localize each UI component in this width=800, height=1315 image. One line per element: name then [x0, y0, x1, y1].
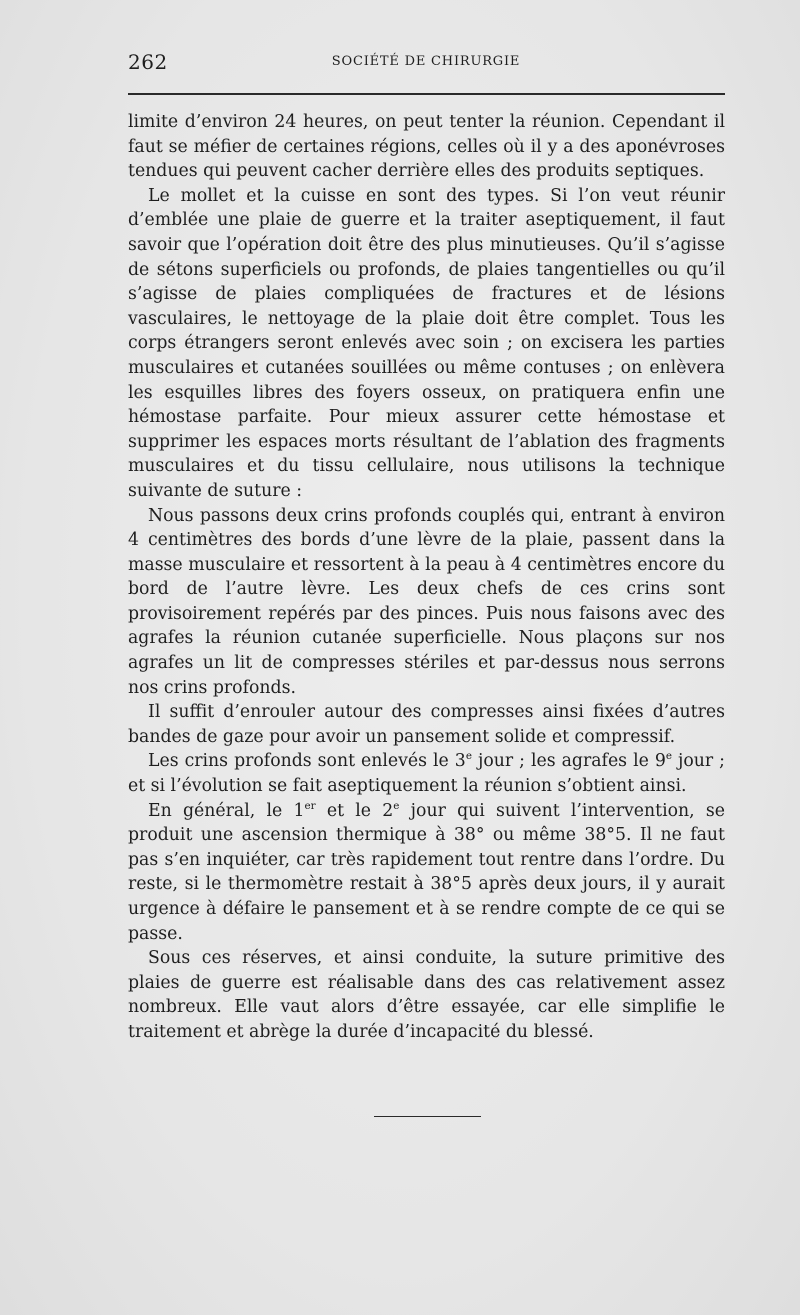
superscript: er	[304, 799, 316, 812]
text-run: Les crins profonds sont enlevés le 3	[148, 751, 466, 772]
running-title: SOCIÉTÉ DE CHIRURGIE	[331, 54, 521, 69]
paragraph-p6	[128, 799, 725, 947]
text-run: Sous ces réserves, et ainsi conduite, la suture primitive des plaies de guerre est réalisable dans des cas relativement assez nombreux. Elle vaut alors d’être essayée, car elle simplifie le traitement et abrège la durée d’incapacité du blessé.	[128, 948, 725, 1042]
paragraph-p2	[128, 184, 725, 504]
paragraph-p3	[128, 504, 725, 701]
text-run: et le 2	[315, 800, 394, 821]
text-run: En général, le 1	[148, 800, 305, 821]
superscript: e	[465, 750, 472, 763]
text-run: limite d’environ 24 heures, on peut tenter la réunion. Cependant il faut se méfier de certaines régions, celles où il y a des aponévroses tendues qui peuvent cacher derrière elles des produits septiques.	[128, 112, 725, 182]
text-run: Le mollet et la cuisse en sont des types. Si l’on veut réunir d’emblée une plaie de guerre et la traiter aseptiquement, il faut savoir que l’opération doit être des plus minutieuses. Qu’il s’agisse de sétons superficiels ou profonds, de plaies tangentielles ou qu’il s’agisse de plaies compliquées de fractures et de lésions vasculaires, le nettoyage de la plaie doit être complet. Tous les corps étrangers seront enlevés avec soin ; on excisera les parties musculaires et cutanées souillées ou même contuses ; on enlèvera les esquilles libres des foyers osseux, on pratiquera enfin une hémostase parfaite. Pour mieux assurer cette hémostase et supprimer les espaces morts résultant de l’ablation des fragments musculaires et du tissu cellulaire, nous utilisons la technique suivante de suture :	[128, 185, 725, 501]
superscript: e	[393, 799, 400, 812]
superscript: e	[665, 750, 672, 763]
text-run: jour qui suivent l’intervention, se produit une ascension thermique à 38° ou même 38°5. Il ne faut pas s’en inquiéter, car très rapidement tout rentre dans l’ordre. Du reste, si le thermomètre restait à 38°5 après deux jours, il y aurait urgence à défaire le pansement et à se rendre compte de ce qui se passe.	[128, 800, 725, 944]
header-rule	[128, 93, 725, 95]
body-text	[128, 110, 725, 1045]
paragraph-p1	[128, 110, 725, 184]
paragraph-p4	[128, 700, 725, 749]
page-number: 262	[128, 50, 168, 74]
paragraph-p7	[128, 946, 725, 1044]
text-run: Nous passons deux crins profonds couplés qui, entrant à environ 4 centimètres des bords d’une lèvre de la plaie, passent dans la masse musculaire et ressortent à la peau à 4 centimètres encore du bord de l’autre lèvre. Les deux chefs de ces crins sont provisoirement repérés par des pinces. Puis nous faisons avec des agrafes la réunion cutanée superficielle. Nous plaçons sur nos agrafes un lit de compresses stériles et par-dessus nous serrons nos crins profonds.	[128, 505, 725, 698]
paragraph-p5	[128, 749, 725, 798]
end-of-section-rule	[374, 1116, 481, 1117]
page-header	[128, 50, 724, 78]
text-run: jour ; les agrafes le 9	[471, 751, 666, 772]
text-run: jour ; et si l’évolution se fait aseptiquement la réunion s’obtient ainsi.	[128, 751, 725, 797]
text-run: Il suffit d’enrouler autour des compresses ainsi fixées d’autres bandes de gaze pour avoir un pansement solide et compressif.	[128, 702, 725, 747]
